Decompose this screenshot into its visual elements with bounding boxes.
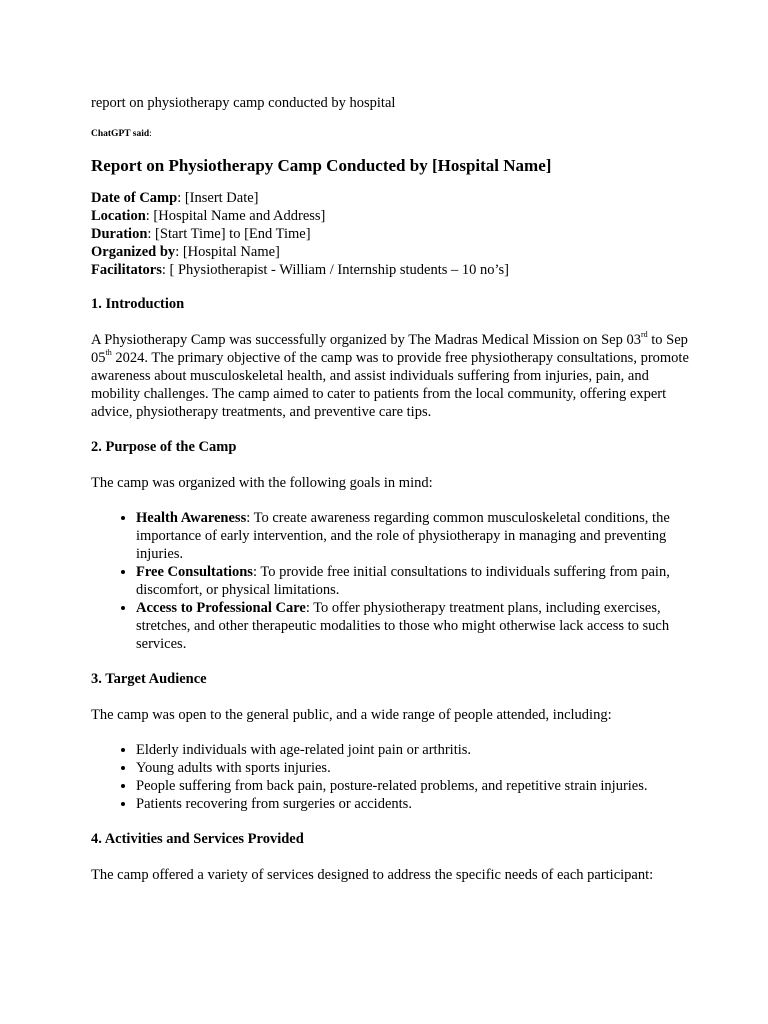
- intro-sup-2: th: [105, 348, 112, 358]
- meta-location-label: Location: [91, 208, 146, 224]
- purpose-item-label: Free Consultations: [136, 564, 253, 580]
- meta-organizer-value: : [Hospital Name]: [175, 244, 280, 260]
- report-meta: [91, 189, 691, 279]
- meta-organizer: [91, 243, 691, 261]
- purpose-item-label: Access to Professional Care: [136, 600, 306, 616]
- user-prompt: report on physiotherapy camp conducted by hospital: [91, 95, 396, 111]
- meta-facilitators-value: : [ Physiotherapist - William / Internship students – 10 no’s]: [161, 262, 509, 278]
- assistant-label-colon: :: [149, 129, 152, 139]
- assistant-label: [91, 125, 691, 143]
- list-item: • Elderly individuals with age-related joint pain or arthritis.: [136, 741, 691, 759]
- meta-date-label: Date of Camp: [91, 190, 178, 206]
- purpose-list: [91, 509, 691, 653]
- audience-lead: The camp was open to the general public, and a wide range of people attended, including:: [91, 707, 612, 723]
- introduction-paragraph: [91, 331, 691, 421]
- list-item: [136, 509, 691, 563]
- purpose-item-label: Health Awareness: [136, 510, 247, 526]
- purpose-item-text: : To create awareness regarding common musculoskeletal conditions, the importance of early intervention, and the role of physiotherapy in managing and preventing injuries.: [136, 510, 670, 562]
- intro-text-3: 2024. The primary objective of the camp was to provide free physiotherapy consultations, promote awareness about musculoskeletal health, and assist individuals suffering from injuries, pain, and mobility challenges. The camp aimed to cater to patients from the local community, offering expert advice, physiotherapy treatments, and preventive care tips.: [91, 350, 689, 420]
- meta-organizer-label: Organized by: [91, 244, 176, 260]
- assistant-name: ChatGPT said: [91, 129, 150, 139]
- section-heading-activities: 4. Activities and Services Provided: [91, 831, 304, 847]
- meta-facilitators: [91, 261, 691, 279]
- meta-date: [91, 189, 691, 207]
- meta-duration-label: Duration: [91, 226, 148, 242]
- purpose-lead: The camp was organized with the following goals in mind:: [91, 475, 433, 491]
- list-item: • Young adults with sports injuries.: [136, 759, 691, 777]
- report-title: Report on Physiotherapy Camp Conducted by [Hospital Name]: [91, 156, 552, 175]
- meta-duration-value: : [Start Time] to [End Time]: [147, 226, 311, 242]
- meta-duration: [91, 225, 691, 243]
- document-page: [91, 94, 691, 901]
- meta-location: [91, 207, 691, 225]
- list-item: • People suffering from back pain, posture-related problems, and repetitive strain injuries.: [136, 777, 691, 795]
- section-heading-target-audience: 3. Target Audience: [91, 671, 207, 687]
- intro-sup-1: rd: [640, 330, 648, 340]
- section-heading-introduction: 1. Introduction: [91, 296, 185, 312]
- meta-location-value: : [Hospital Name and Address]: [145, 208, 326, 224]
- meta-facilitators-label: Facilitators: [91, 262, 162, 278]
- intro-text-1: A Physiotherapy Camp was successfully organized by The Madras Medical Mission on Sep 03: [91, 332, 641, 348]
- activities-lead: The camp offered a variety of services designed to address the specific needs of each participant:: [91, 867, 654, 883]
- list-item: [136, 599, 691, 653]
- intro-text-2: to Sep 05: [91, 332, 688, 366]
- section-heading-purpose: 2. Purpose of the Camp: [91, 439, 237, 455]
- meta-date-value: : [Insert Date]: [177, 190, 259, 206]
- list-item: • Patients recovering from surgeries or accidents.: [136, 795, 691, 813]
- audience-list: [91, 741, 691, 813]
- purpose-item-text: : To provide free initial consultations to individuals suffering from pain, discomfort, or physical limitations.: [136, 564, 670, 598]
- purpose-item-text: : To offer physiotherapy treatment plans, including exercises, stretches, and other therapeutic modalities to those who might otherwise lack access to such services.: [136, 600, 670, 652]
- list-item: [136, 563, 691, 599]
